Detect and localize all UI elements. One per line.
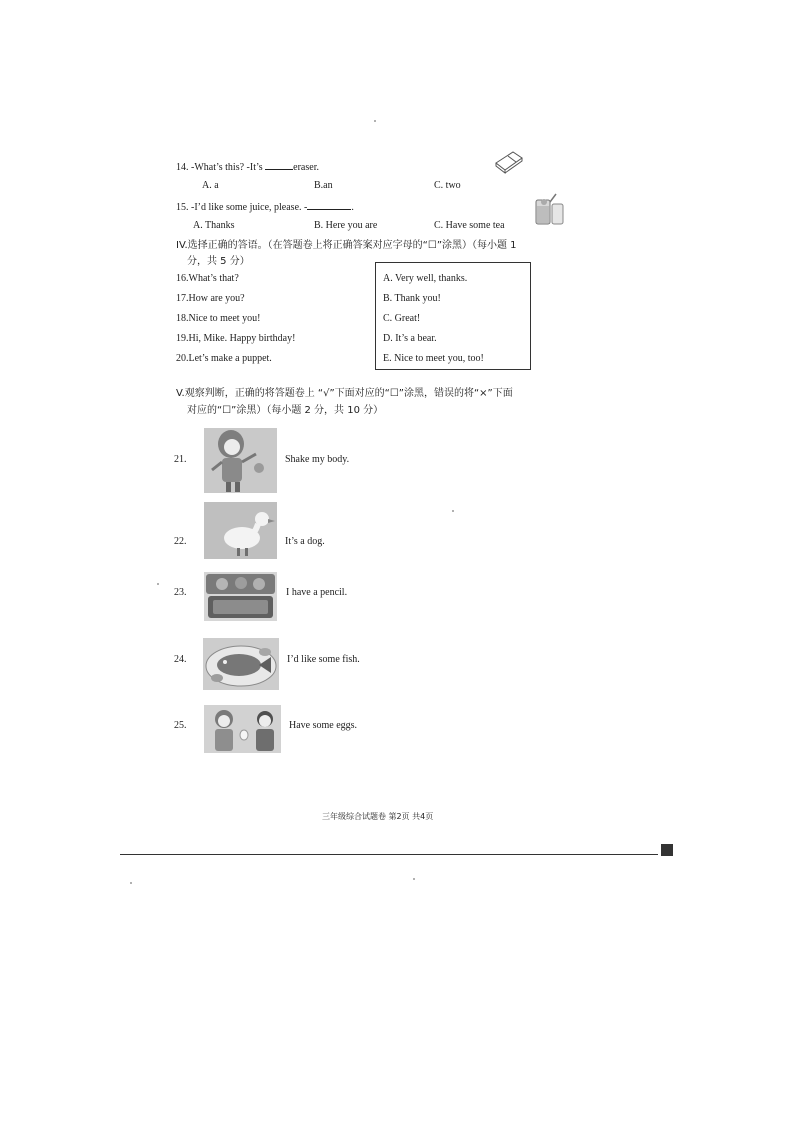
eraser-icon	[493, 147, 525, 175]
question-15-stem-part2: .	[351, 202, 354, 213]
item-25-number: 25.	[174, 720, 187, 731]
section-4-question-17: 17.How are you?	[176, 293, 245, 304]
item-22-number: 22.	[174, 536, 187, 547]
stray-mark	[374, 120, 376, 122]
item-22-text: It’s a dog.	[285, 536, 325, 547]
section-5-title-line1: V.观察判断，正确的将答题卷上 “√”下面对应的“☐”涂黑，错误的将“×”下面	[176, 388, 513, 399]
scan-speck	[452, 510, 454, 512]
plate-of-fish-picture	[203, 638, 279, 690]
question-15-option-b: B. Here you are	[314, 220, 378, 231]
item-21-text: Shake my body.	[285, 454, 350, 465]
scan-speck	[413, 878, 415, 880]
answer-option-a: A. Very well, thanks.	[383, 273, 468, 284]
two-children-picture	[204, 705, 281, 753]
question-15-option-a: A. Thanks	[193, 220, 235, 231]
scan-marker-square	[661, 844, 673, 856]
answer-option-d: D. It’s a bear.	[383, 333, 437, 344]
question-14-option-b: B.an	[314, 180, 333, 191]
section-4-title-line1: IV.选择正确的答语。（在答题卷上将正确答案对应字母的“☐”涂黑）（每小题 1	[176, 240, 517, 251]
item-25-text: Have some eggs.	[289, 720, 358, 731]
section-4-question-16: 16.What’s that?	[176, 273, 239, 284]
item-23-number: 23.	[174, 587, 187, 598]
item-21-number: 21.	[174, 454, 187, 465]
duck-picture	[204, 502, 277, 559]
answer-option-b: B. Thank you!	[383, 293, 441, 304]
question-14-option-c: C. two	[434, 180, 461, 191]
section-4-question-20: 20.Let’s make a puppet.	[176, 353, 272, 364]
question-14	[176, 160, 319, 173]
question-15-stem-part1: 15. -I’d like some juice, please. -	[176, 202, 308, 213]
item-24-number: 24.	[174, 654, 187, 665]
item-23-text: I have a pencil.	[286, 587, 348, 598]
bottom-divider	[120, 854, 658, 855]
section-4-title-line2: 分，共 5 分）	[187, 256, 250, 267]
question-15-option-c: C. Have some tea	[434, 220, 505, 231]
answer-blank	[265, 160, 293, 170]
question-14-stem-part1: 14. -What’s this? -It’s	[176, 162, 266, 173]
girl-shaking-body-picture	[204, 428, 277, 493]
question-14-option-a: A. a	[202, 180, 219, 191]
section-4-question-19: 19.Hi, Mike. Happy birthday!	[176, 333, 296, 344]
scan-speck	[130, 882, 132, 884]
question-15	[176, 200, 354, 213]
section-4-question-18: 18.Nice to meet you!	[176, 313, 261, 324]
answer-blank	[307, 200, 351, 210]
juice-glass-icon	[532, 190, 566, 230]
item-24-text: I’d like some fish.	[287, 654, 360, 665]
answer-options-box	[375, 262, 531, 370]
question-14-stem-part2: eraser.	[293, 162, 319, 173]
page-footer: 三年级综合试题卷 第2页 共4页	[322, 812, 434, 821]
answer-option-c: C. Great!	[383, 313, 421, 324]
answer-option-e: E. Nice to meet you, too!	[383, 353, 484, 364]
scan-speck	[157, 583, 159, 585]
section-5-title-line2: 对应的“☐”涂黑）（每小题 2 分，共 10 分）	[187, 405, 384, 416]
pencil-box-picture	[204, 572, 277, 621]
